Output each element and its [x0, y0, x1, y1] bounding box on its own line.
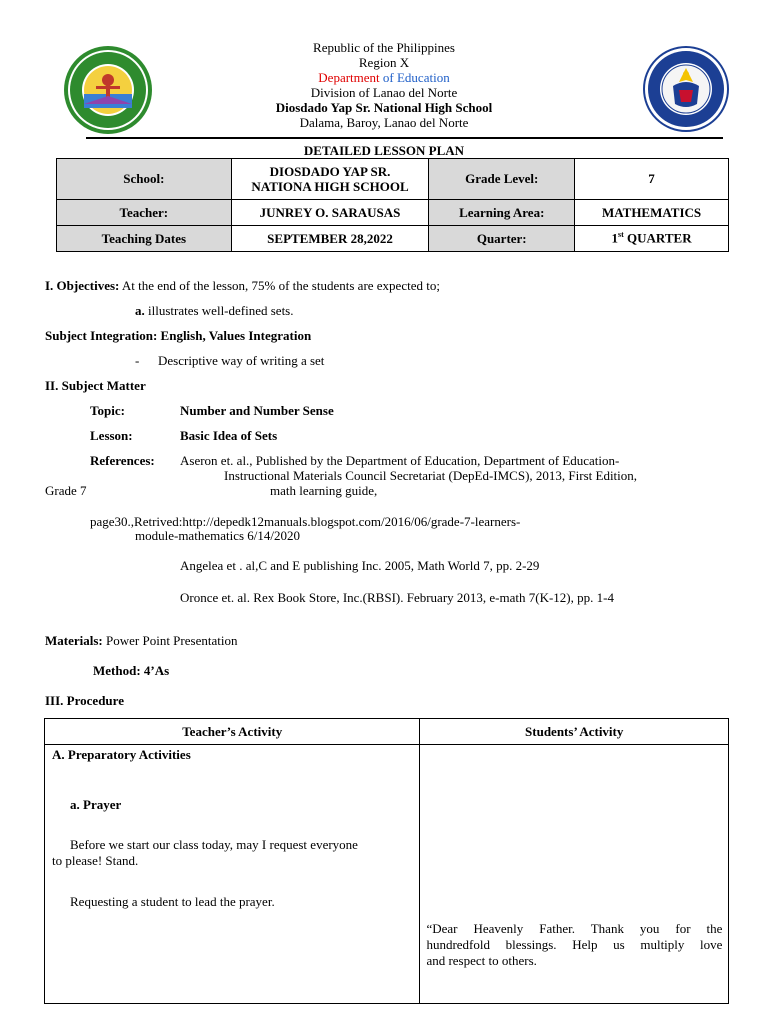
quarter-label: Quarter:	[429, 226, 575, 252]
document-title: DETAILED LESSON PLAN	[303, 143, 465, 158]
school-value	[231, 159, 429, 200]
header-department	[0, 70, 768, 85]
materials-label: Materials:	[45, 633, 103, 648]
references-label: References:	[90, 453, 155, 468]
header-divider	[86, 137, 723, 139]
teacher-activity-header: Teacher’s Activity	[45, 719, 420, 745]
integration-bullet-text: Descriptive way of writing a set	[158, 353, 325, 368]
reference-1-line-2: Instructional Materials Council Secretariat (DepEd-IMCS), 2013, First Edition,	[224, 468, 638, 483]
preparatory-heading: A. Preparatory Activities	[52, 747, 191, 762]
department-word: Department	[318, 70, 380, 85]
teaching-dates-value: SEPTEMBER 28,2022	[231, 226, 429, 252]
topic-label: Topic:	[90, 403, 125, 418]
header-division: Division of Lanao del Norte	[310, 85, 458, 100]
header-republic: Republic of the Philippines	[313, 40, 455, 55]
procedure-heading: III. Procedure	[45, 693, 124, 708]
lesson-value: Basic Idea of Sets	[180, 428, 278, 443]
reference-1-url: page30.,Retrived:http://depedk12manuals.blogspot.com/2016/06/grade-7-learners-	[90, 514, 521, 529]
quarter-word: QUARTER	[623, 230, 692, 246]
objectives-intro: At the end of the lesson, 75% of the students are expected to;	[119, 278, 440, 293]
lesson-label: Lesson:	[90, 428, 133, 443]
learning-area-value: MATHEMATICS	[575, 200, 729, 226]
teacher-value: JUNREY O. SARAUSAS	[231, 200, 429, 226]
teacher-label: Teacher:	[57, 200, 232, 226]
integration-bullet: -	[135, 353, 140, 368]
teacher-activity-cell	[45, 745, 420, 1004]
header-region: Region X	[358, 55, 410, 70]
objective-item-letter: a.	[135, 303, 145, 318]
school-value-line2: NATIONA HIGH SCHOOL	[251, 179, 409, 194]
topic-value: Number and Number Sense	[180, 403, 334, 418]
grade-level-label: Grade Level:	[429, 159, 575, 200]
reference-2: Angelea et . al,C and E publishing Inc. 2005, Math World 7, pp. 2-29	[180, 558, 540, 573]
quarter-number: 1	[611, 230, 618, 246]
school-value-line1: DIOSDADO YAP SR.	[269, 164, 391, 179]
grade-level-value: 7	[575, 159, 729, 200]
students-activity-cell	[420, 745, 729, 1004]
objectives-heading: I. Objectives:	[45, 278, 120, 293]
students-activity-header: Students’ Activity	[420, 719, 729, 745]
quarter-value	[575, 226, 729, 252]
materials-value: Power Point Presentation	[102, 633, 238, 648]
student-prayer-line2: hundredfold blessings. Help us multiply love	[426, 937, 723, 952]
procedure-table	[44, 718, 729, 1004]
teaching-dates-label: Teaching Dates	[57, 226, 232, 252]
reference-1-guide: math learning guide,	[270, 483, 378, 498]
teacher-request-prayer: Requesting a student to lead the prayer.	[70, 894, 275, 909]
student-prayer-line3: and respect to others.	[426, 953, 537, 968]
learning-area-label: Learning Area:	[429, 200, 575, 226]
teacher-instruction-line2: to please! Stand.	[52, 853, 139, 868]
method-line: Method: 4’As	[93, 663, 170, 678]
school-label: School:	[57, 159, 232, 200]
reference-3: Oronce et. al. Rex Book Store, Inc.(RBSI). February 2013, e-math 7(K-12), pp. 1-4	[180, 590, 614, 605]
teacher-instruction-line1: Before we start our class today, may I request everyone	[70, 837, 358, 852]
reference-1-url-cont: module-mathematics 6/14/2020	[135, 528, 300, 543]
prayer-heading: a. Prayer	[70, 797, 122, 812]
materials-line	[45, 633, 237, 649]
reference-1-grade: Grade 7	[45, 483, 87, 498]
header-school-name: Diosdado Yap Sr. National High School	[275, 100, 493, 115]
reference-1-line-1: Aseron et. al., Published by the Department of Education, Department of Education-	[180, 453, 620, 468]
header-address: Dalama, Baroy, Lanao del Norte	[299, 115, 469, 130]
of-education-words: of Education	[382, 70, 450, 85]
objective-item-text: illustrates well-defined sets.	[144, 303, 294, 318]
quarter-suffix: st	[618, 230, 624, 240]
student-prayer-line1: “Dear Heavenly Father. Thank you for the	[426, 921, 723, 936]
objectives-line	[45, 278, 440, 294]
subject-integration-heading: Subject Integration: English, Values Integration	[45, 328, 312, 343]
lesson-info-table	[56, 158, 729, 252]
subject-matter-heading: II. Subject Matter	[45, 378, 146, 393]
objective-item-a	[135, 303, 294, 319]
